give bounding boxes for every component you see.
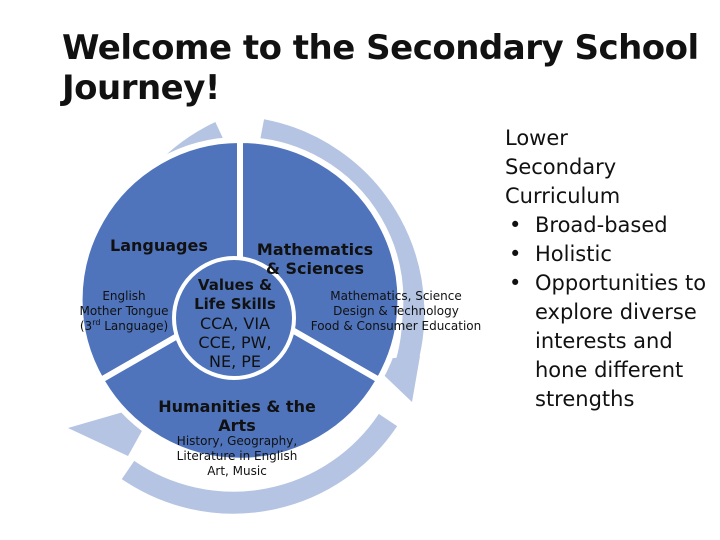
subject-mother-tongue: Mother Tongue bbox=[79, 304, 169, 318]
segment-title-math-line2: & Sciences bbox=[265, 259, 365, 278]
segment-title-math-line1: Mathematics bbox=[256, 240, 374, 259]
subject-art-music: Art, Music bbox=[207, 464, 267, 478]
center-title-line2: Life Skills bbox=[194, 295, 276, 313]
center-item-cca-via: CCA, VIA bbox=[199, 314, 271, 333]
segment-title-humanities-arts bbox=[152, 397, 322, 435]
side-heading-line3: Curriculum bbox=[505, 184, 621, 208]
segment-title-languages: Languages bbox=[110, 236, 208, 255]
side-bullet-list bbox=[505, 211, 715, 414]
side-bullet-item: • Opportunities to explore diverse interests and hone different strengths bbox=[505, 269, 715, 414]
segment-subjects-math-sciences bbox=[298, 289, 494, 334]
subject-history-geography: History, Geography, bbox=[176, 434, 298, 448]
subject-design-technology: Design & Technology bbox=[333, 304, 459, 318]
center-title-line1: Values & bbox=[197, 276, 273, 294]
side-bullet-item: • Broad-based bbox=[505, 211, 715, 240]
subject-third-language: (3rd Language) bbox=[79, 318, 169, 333]
slide-title: Welcome to the Secondary School Journey! bbox=[62, 28, 699, 108]
center-values-life-skills bbox=[178, 276, 292, 371]
segment-subjects-humanities-arts bbox=[160, 434, 314, 479]
subject-math-science: Mathematics, Science bbox=[330, 289, 462, 303]
center-item-ne-pe: NE, PE bbox=[208, 352, 261, 371]
side-heading-line2: Secondary bbox=[505, 155, 617, 179]
side-heading-line1: Lower bbox=[505, 126, 568, 150]
subject-food-consumer: Food & Consumer Education bbox=[310, 319, 482, 333]
center-item-cce-pw: CCE, PW, bbox=[198, 333, 272, 352]
subject-literature: Literature in English bbox=[176, 449, 298, 463]
segment-subjects-languages bbox=[68, 289, 180, 334]
side-panel bbox=[505, 124, 715, 414]
segment-title-math-sciences bbox=[250, 240, 380, 278]
segment-title-humanities-line1: Humanities & the bbox=[158, 397, 316, 416]
segment-title-humanities-line2: Arts bbox=[218, 416, 256, 435]
side-bullet-item: • Holistic bbox=[505, 240, 715, 269]
subject-english: English bbox=[102, 289, 146, 303]
